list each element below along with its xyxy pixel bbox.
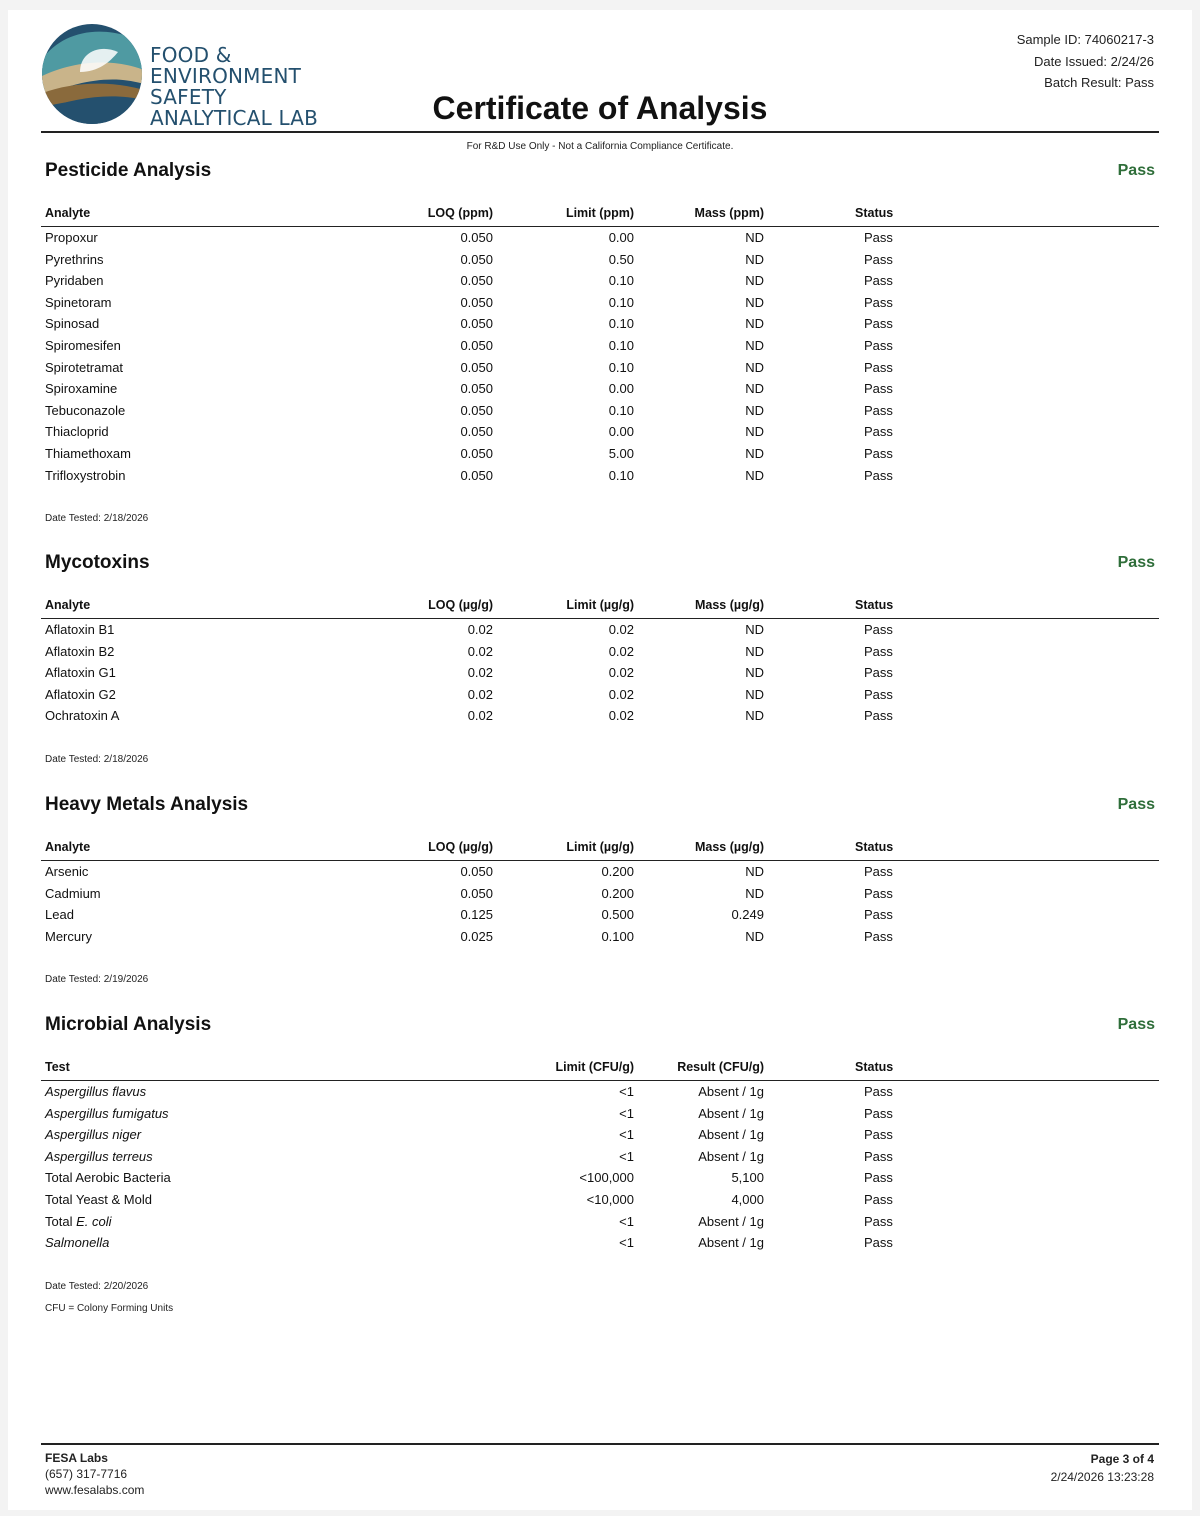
- cell-status: Pass: [864, 1127, 893, 1143]
- footer-page-info: [1051, 1450, 1154, 1486]
- section-title: Pesticide Analysis: [45, 160, 212, 181]
- cell-mass: ND: [745, 686, 764, 702]
- cell-status: Pass: [864, 686, 893, 702]
- cell-limit: 0.02: [608, 686, 634, 702]
- cell-analyte: Cadmium: [45, 885, 101, 901]
- cell-status: Pass: [864, 446, 893, 461]
- cell-limit: <1: [619, 1148, 634, 1164]
- table-row: [41, 622, 1159, 644]
- table-row: [41, 665, 1159, 687]
- table-row: [41, 230, 1159, 252]
- cell-analyte: Spinosad: [45, 316, 100, 332]
- cell-analyte: Salmonella: [45, 1235, 110, 1251]
- cell-analyte: Arsenic: [45, 864, 89, 879]
- cell-analyte: Total E. coli: [45, 1213, 112, 1229]
- cell-mass: ND: [745, 643, 764, 659]
- cell-limit: 5.00: [608, 446, 634, 461]
- cell-mass: ND: [745, 708, 764, 724]
- table-row: [41, 273, 1159, 295]
- company-phone: (657) 317-7716: [45, 1467, 128, 1481]
- cell-analyte: Pyridaben: [45, 273, 104, 289]
- cell-loq: 0.050: [460, 273, 493, 289]
- header-analyte: Analyte: [45, 840, 91, 854]
- cell-loq: 0.050: [460, 402, 493, 418]
- header-analyte: Analyte: [45, 598, 91, 612]
- cell-status: Pass: [864, 1192, 893, 1207]
- cell-analyte: Aspergillus flavus: [45, 1084, 147, 1099]
- cell-loq: 0.050: [460, 316, 493, 332]
- table-row: [41, 708, 1159, 730]
- cell-status: Pass: [864, 251, 893, 267]
- cell-limit: 0.10: [608, 467, 634, 483]
- date-tested: Date Tested: 2/20/2026: [45, 1280, 149, 1292]
- cell-analyte: Total Yeast & Mold: [45, 1192, 152, 1207]
- cell-status: Pass: [864, 1084, 893, 1099]
- table-row: [41, 446, 1159, 468]
- cell-mass: Absent / 1g: [698, 1235, 764, 1251]
- table-row: [41, 644, 1159, 666]
- header-limit: Limit (µg/g): [566, 598, 634, 612]
- cell-loq: 0.050: [460, 424, 493, 440]
- cell-mass: ND: [745, 294, 764, 310]
- header-mass: Mass (µg/g): [694, 840, 764, 854]
- cell-mass: ND: [745, 928, 764, 944]
- print-timestamp: 2/24/2026 13:23:28: [1050, 1470, 1154, 1484]
- cell-status: Pass: [864, 359, 893, 375]
- logo-line: ENVIRONMENT: [150, 64, 302, 88]
- table-row: [41, 1084, 1159, 1106]
- cell-analyte: Spiroxamine: [45, 381, 118, 397]
- cell-analyte: Ochratoxin A: [45, 708, 120, 724]
- cell-limit: 0.500: [601, 907, 634, 923]
- company-name: FESA Labs: [45, 1451, 108, 1465]
- cell-limit: <1: [619, 1235, 634, 1251]
- cell-mass: ND: [745, 467, 764, 483]
- table-row: [41, 295, 1159, 317]
- cell-loq: 0.050: [460, 467, 493, 483]
- cell-mass: Absent / 1g: [698, 1105, 764, 1121]
- cell-status: Pass: [864, 294, 893, 310]
- cell-analyte: Tebuconazole: [45, 402, 126, 418]
- cell-limit: 0.10: [608, 338, 634, 353]
- cell-status: Pass: [864, 1148, 893, 1164]
- table-row: [41, 338, 1159, 360]
- table-row: [41, 1106, 1159, 1128]
- table-row: [41, 1235, 1159, 1257]
- cell-loq: 0.050: [460, 446, 493, 461]
- cell-limit: 0.02: [608, 665, 634, 681]
- cell-mass: ND: [745, 381, 764, 397]
- cell-status: Pass: [864, 1213, 893, 1229]
- section-status-badge: Pass: [1117, 554, 1155, 571]
- table-row: [41, 907, 1159, 929]
- cell-status: Pass: [864, 864, 893, 879]
- cell-limit: <1: [619, 1084, 634, 1099]
- cell-mass: ND: [745, 251, 764, 267]
- cell-mass: 5,100: [731, 1170, 764, 1186]
- logo-line: SAFETY: [150, 85, 227, 109]
- header-status: Status: [855, 206, 894, 220]
- cell-mass: ND: [745, 622, 764, 637]
- cell-loq: 0.02: [467, 665, 493, 681]
- header-limit: Limit (ppm): [565, 206, 634, 220]
- cell-limit: <1: [619, 1213, 634, 1229]
- header-loq: LOQ (ppm): [427, 206, 493, 220]
- date-tested: Date Tested: 2/19/2026: [45, 974, 149, 986]
- cell-mass: Absent / 1g: [698, 1127, 764, 1143]
- cell-mass: ND: [745, 359, 764, 375]
- date-tested: Date Tested: 2/18/2026: [45, 754, 149, 765]
- table-row: [41, 468, 1159, 490]
- table-row: [41, 1192, 1159, 1214]
- cell-limit: 0.02: [608, 622, 634, 637]
- table-header: [41, 840, 1159, 861]
- table-header: [41, 598, 1159, 619]
- cell-loq: 0.050: [460, 885, 493, 901]
- cell-limit: 0.00: [608, 381, 634, 397]
- cell-mass: ND: [745, 338, 764, 353]
- cell-status: Pass: [864, 1105, 893, 1121]
- cell-limit: <1: [619, 1127, 634, 1143]
- header-limit: Limit (CFU/g): [555, 1060, 634, 1074]
- header-mass: Mass (µg/g): [694, 598, 764, 612]
- table-row: [41, 1127, 1159, 1149]
- cell-status: Pass: [864, 643, 893, 659]
- cell-analyte: Aspergillus fumigatus: [45, 1105, 169, 1121]
- cell-loq: 0.02: [467, 686, 493, 702]
- certificate-page: [8, 10, 1192, 1510]
- cell-status: Pass: [864, 622, 893, 637]
- cell-limit: 0.200: [601, 864, 634, 879]
- cell-analyte: Aflatoxin B1: [45, 622, 115, 637]
- cell-status: Pass: [864, 708, 893, 724]
- cell-analyte: Thiacloprid: [45, 424, 109, 440]
- table-row: [41, 381, 1159, 403]
- cell-analyte: Thiamethoxam: [45, 446, 131, 461]
- cell-loq: 0.050: [460, 864, 493, 879]
- section-status-badge: Pass: [1117, 796, 1155, 813]
- table-row: [41, 424, 1159, 446]
- cell-loq: 0.050: [460, 359, 493, 375]
- table-row: [41, 1170, 1159, 1192]
- cell-status: Pass: [864, 424, 893, 440]
- cell-analyte: Spiromesifen: [45, 338, 121, 353]
- header-divider: [41, 131, 1159, 133]
- cell-status: Pass: [864, 230, 893, 245]
- table-header: [41, 206, 1159, 227]
- header-loq: LOQ (µg/g): [428, 840, 493, 854]
- cell-status: Pass: [864, 316, 893, 332]
- footer-divider: [41, 1443, 1159, 1445]
- section-title: Heavy Metals Analysis: [45, 794, 249, 815]
- cell-status: Pass: [864, 273, 893, 289]
- cell-analyte: Aflatoxin B2: [45, 643, 115, 659]
- cell-status: Pass: [864, 885, 893, 901]
- batch-result: Batch Result: Pass: [1044, 75, 1154, 90]
- cell-mass: ND: [745, 273, 764, 289]
- cell-analyte: Spirotetramat: [45, 359, 124, 375]
- header-analyte: Analyte: [45, 206, 91, 220]
- table-row: [41, 886, 1159, 908]
- cell-analyte: Lead: [45, 907, 74, 923]
- header-loq: LOQ (µg/g): [428, 598, 493, 612]
- table-row: [41, 403, 1159, 425]
- cell-loq: 0.050: [460, 338, 493, 353]
- header-status: Status: [855, 1060, 894, 1074]
- date-tested: Date Tested: 2/18/2026: [45, 513, 149, 525]
- table-row: [41, 687, 1159, 709]
- header-status: Status: [855, 840, 894, 854]
- header-mass: Mass (ppm): [694, 206, 764, 220]
- cell-mass: ND: [745, 424, 764, 440]
- cell-mass: ND: [745, 864, 764, 879]
- cell-limit: <100,000: [579, 1170, 634, 1186]
- page-number: Page 3 of 4: [1090, 1452, 1154, 1466]
- cell-status: Pass: [864, 928, 893, 944]
- table-row: [41, 1149, 1159, 1171]
- section-status-badge: Pass: [1117, 1016, 1155, 1033]
- cell-loq: 0.025: [460, 928, 493, 944]
- cell-analyte: Propoxur: [45, 230, 98, 245]
- sample-id: Sample ID: 74060217-3: [1016, 32, 1154, 47]
- cell-mass: 4,000: [731, 1192, 764, 1207]
- cell-mass: ND: [745, 665, 764, 681]
- cell-limit: 0.00: [608, 424, 634, 440]
- section-status-badge: Pass: [1117, 162, 1155, 179]
- date-issued: Date Issued: 2/24/26: [1034, 53, 1154, 69]
- document-title: Certificate of Analysis: [432, 90, 768, 126]
- cell-analyte: Pyrethrins: [45, 251, 104, 267]
- cell-loq: 0.050: [460, 381, 493, 397]
- header-mass: Result (CFU/g): [677, 1060, 764, 1074]
- cell-mass: Absent / 1g: [698, 1084, 764, 1099]
- cell-loq: 0.050: [460, 251, 493, 267]
- cell-limit: 0.10: [608, 273, 634, 289]
- cell-analyte: Spinetoram: [45, 294, 112, 310]
- table-row: [41, 360, 1159, 382]
- cell-limit: <1: [619, 1105, 634, 1121]
- table-row: [41, 252, 1159, 274]
- table-row: [41, 316, 1159, 338]
- cell-limit: 0.200: [601, 885, 634, 901]
- cell-analyte: Aspergillus niger: [45, 1127, 142, 1143]
- cell-analyte: Aspergillus terreus: [45, 1148, 153, 1164]
- cell-status: Pass: [864, 1235, 893, 1251]
- cell-analyte: Total Aerobic Bacteria: [45, 1170, 171, 1186]
- logo-line: FOOD &: [150, 43, 232, 67]
- table-row: [41, 929, 1159, 951]
- cell-mass: ND: [745, 885, 764, 901]
- cell-mass: 0.249: [731, 907, 764, 923]
- cell-mass: ND: [745, 316, 764, 332]
- cell-limit: 0.10: [608, 402, 634, 418]
- cell-status: Pass: [864, 338, 893, 353]
- cell-status: Pass: [864, 1170, 893, 1186]
- cell-limit: 0.100: [601, 928, 634, 944]
- table-header: [41, 1060, 1159, 1081]
- header-analyte: Test: [45, 1060, 70, 1074]
- header-status: Status: [855, 598, 894, 612]
- section-title: Microbial Analysis: [45, 1014, 212, 1035]
- organism-name: E. coli: [76, 1213, 112, 1229]
- sample-meta: [1017, 29, 1154, 94]
- cell-limit: 0.50: [608, 251, 634, 267]
- table-row: [41, 1214, 1159, 1236]
- footer-contact: [45, 1450, 144, 1498]
- logo-line: ANALYTICAL LAB: [150, 106, 319, 130]
- cell-limit: 0.02: [608, 708, 634, 724]
- cell-status: Pass: [864, 467, 893, 483]
- cell-limit: 0.00: [608, 230, 634, 245]
- cell-analyte: Aflatoxin G2: [45, 686, 116, 702]
- cell-limit: 0.10: [608, 359, 634, 375]
- cell-status: Pass: [864, 402, 893, 418]
- cell-limit: 0.10: [608, 316, 634, 332]
- cell-limit: 0.10: [608, 294, 634, 310]
- cell-status: Pass: [864, 381, 893, 397]
- cell-loq: 0.02: [467, 643, 493, 659]
- company-website[interactable]: www.fesalabs.com: [45, 1483, 145, 1497]
- cell-analyte: Aflatoxin G1: [45, 665, 116, 681]
- compliance-note: For R&D Use Only - Not a California Compliance Certificate.: [466, 141, 734, 152]
- cell-limit: <10,000: [586, 1192, 634, 1207]
- section-title: Mycotoxins: [45, 552, 150, 573]
- cell-mass: Absent / 1g: [698, 1213, 764, 1229]
- cell-loq: 0.050: [460, 230, 493, 245]
- cell-loq: 0.02: [467, 708, 493, 724]
- cell-status: Pass: [864, 907, 893, 923]
- cell-mass: Absent / 1g: [698, 1148, 764, 1164]
- cell-analyte: Trifloxystrobin: [45, 467, 126, 483]
- table-row: [41, 864, 1159, 886]
- cell-status: Pass: [864, 665, 893, 681]
- cell-loq: 0.050: [460, 294, 493, 310]
- cell-loq: 0.02: [467, 622, 493, 637]
- cfu-footnote: CFU = Colony Forming Units: [45, 1302, 174, 1314]
- cell-loq: 0.125: [460, 907, 493, 923]
- cell-mass: ND: [745, 230, 764, 245]
- cell-limit: 0.02: [608, 643, 634, 659]
- header-limit: Limit (µg/g): [566, 840, 634, 854]
- cell-mass: ND: [745, 446, 764, 461]
- cell-analyte: Mercury: [45, 928, 92, 944]
- cell-mass: ND: [745, 402, 764, 418]
